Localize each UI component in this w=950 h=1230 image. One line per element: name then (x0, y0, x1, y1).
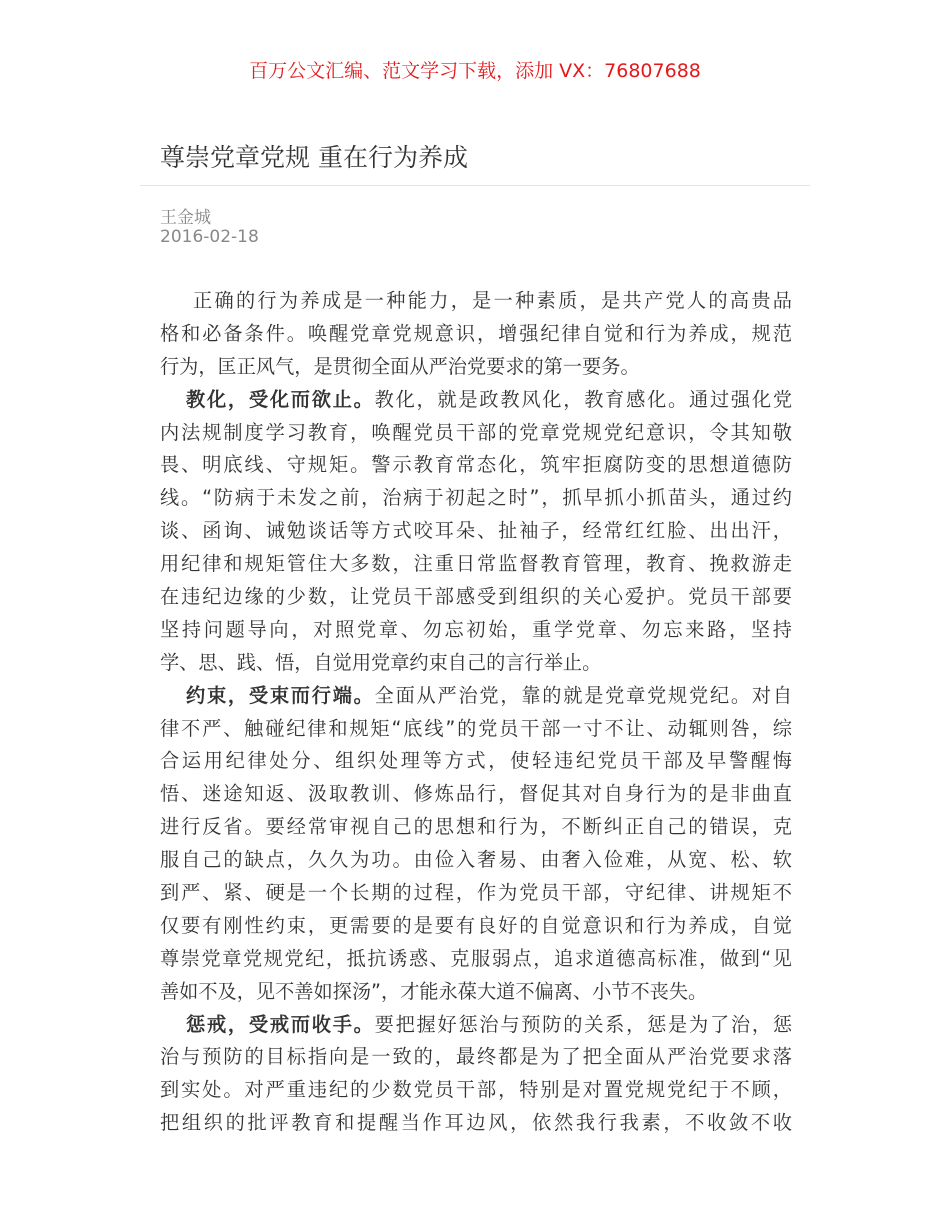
text-line: 善如不及，见不善如探汤”，才能永葆大道不偏离、小节不丧失。 (160, 979, 708, 1003)
text-line: 悟、迷途知返、汲取教训、修炼品行，督促其对自身行为的是非曲直 (160, 782, 792, 806)
text-line: 坚持问题导向，对照党章、勿忘初始，重学党章、勿忘来路，坚持 (160, 617, 792, 641)
text-line: 治与预防的目标指向是一致的，最终都是为了把全面从严治党要求落 (160, 1045, 792, 1069)
text-line: 把组织的批评教育和提醒当作耳边风，依然我行我素，不收敛不收 (160, 1111, 792, 1135)
text-span: 教化，就是政教风化，教育感化。通过强化党 (374, 387, 792, 411)
text-line: 线。“防病于未发之前，治病于初起之时”，抓早抓小抓苗头，通过约 (160, 486, 792, 510)
text-line: 畏、明底线、守规矩。警示教育常态化，筑牢拒腐防变的思想道德防 (160, 453, 792, 477)
article-title: 尊崇党章党规 重在行为养成 (160, 143, 468, 172)
paragraph-restraint (160, 680, 792, 1009)
text-line (160, 384, 792, 417)
text-line: 在违纪边缘的少数，让党员干部感受到组织的关心爱护。党员干部要 (160, 585, 792, 609)
paragraph-lead: 约束，受束而行端。 (186, 683, 375, 707)
text-line: 用纪律和规矩管住大多数，注重日常监督教育管理，教育、挽救游走 (160, 552, 792, 576)
text-span: 全面从严治党，靠的就是党章党规党纪。对自 (374, 683, 792, 707)
paragraph-lead: 教化，受化而欲止。 (186, 387, 375, 411)
text-line: 行为，匡正风气，是贯彻全面从严治党要求的第一要务。 (160, 354, 640, 378)
download-banner: 百万公文汇编、范文学习下载，添加 VX：76807688 (249, 60, 701, 82)
paragraph-education (160, 384, 792, 680)
article-author: 王金城 (160, 208, 211, 228)
text-line: 内法规制度学习教育，唤醒党员干部的党章党规党纪意识，令其知敬 (160, 420, 792, 444)
text-line (160, 1009, 792, 1042)
text-line: 谈、函询、诫勉谈话等方式咬耳朵、扯袖子，经常红红脸、出出汗， (160, 519, 792, 543)
text-line: 到实处。对严重违纪的少数党员干部，特别是对置党规党纪于不顾， (160, 1078, 792, 1102)
text-line: 格和必备条件。唤醒党章党规意识，增强纪律自觉和行为养成，规范 (160, 321, 792, 345)
article-date: 2016-02-18 (160, 227, 259, 247)
text-line: 律不严、触碰纪律和规矩“底线”的党员干部一寸不让、动辄则咎，综 (160, 716, 792, 740)
text-span: 要把握好惩治与预防的关系，惩是为了治，惩 (374, 1012, 792, 1036)
text-line: 服自己的缺点，久久为功。由俭入奢易、由奢入俭难，从宽、松、软 (160, 848, 792, 872)
text-line: 到严、紧、硬是一个长期的过程，作为党员干部，守纪律、讲规矩不 (160, 881, 792, 905)
paragraph-discipline (160, 1009, 792, 1141)
article-body (160, 285, 792, 1140)
paragraph-lead: 惩戒，受戒而收手。 (186, 1012, 375, 1036)
text-line: 进行反省。要经常审视自己的思想和行为，不断纠正自己的错误，克 (160, 815, 792, 839)
paragraph-intro (160, 285, 792, 384)
text-line: 尊崇党章党规党纪，抵抗诱惑、克服弱点，追求道德高标准，做到“见 (160, 946, 792, 970)
text-line: 仅要有刚性约束，更需要的是要有良好的自觉意识和行为养成，自觉 (160, 913, 792, 937)
text-line: 正确的行为养成是一种能力，是一种素质，是共产党人的高贵品 (193, 289, 792, 312)
title-divider (140, 185, 810, 186)
text-line: 学、思、践、悟，自觉用党章约束自己的言行举止。 (160, 650, 602, 674)
text-line: 合运用纪律处分、组织处理等方式，使轻违纪党员干部及早警醒悔 (160, 749, 792, 773)
text-line (160, 680, 792, 713)
